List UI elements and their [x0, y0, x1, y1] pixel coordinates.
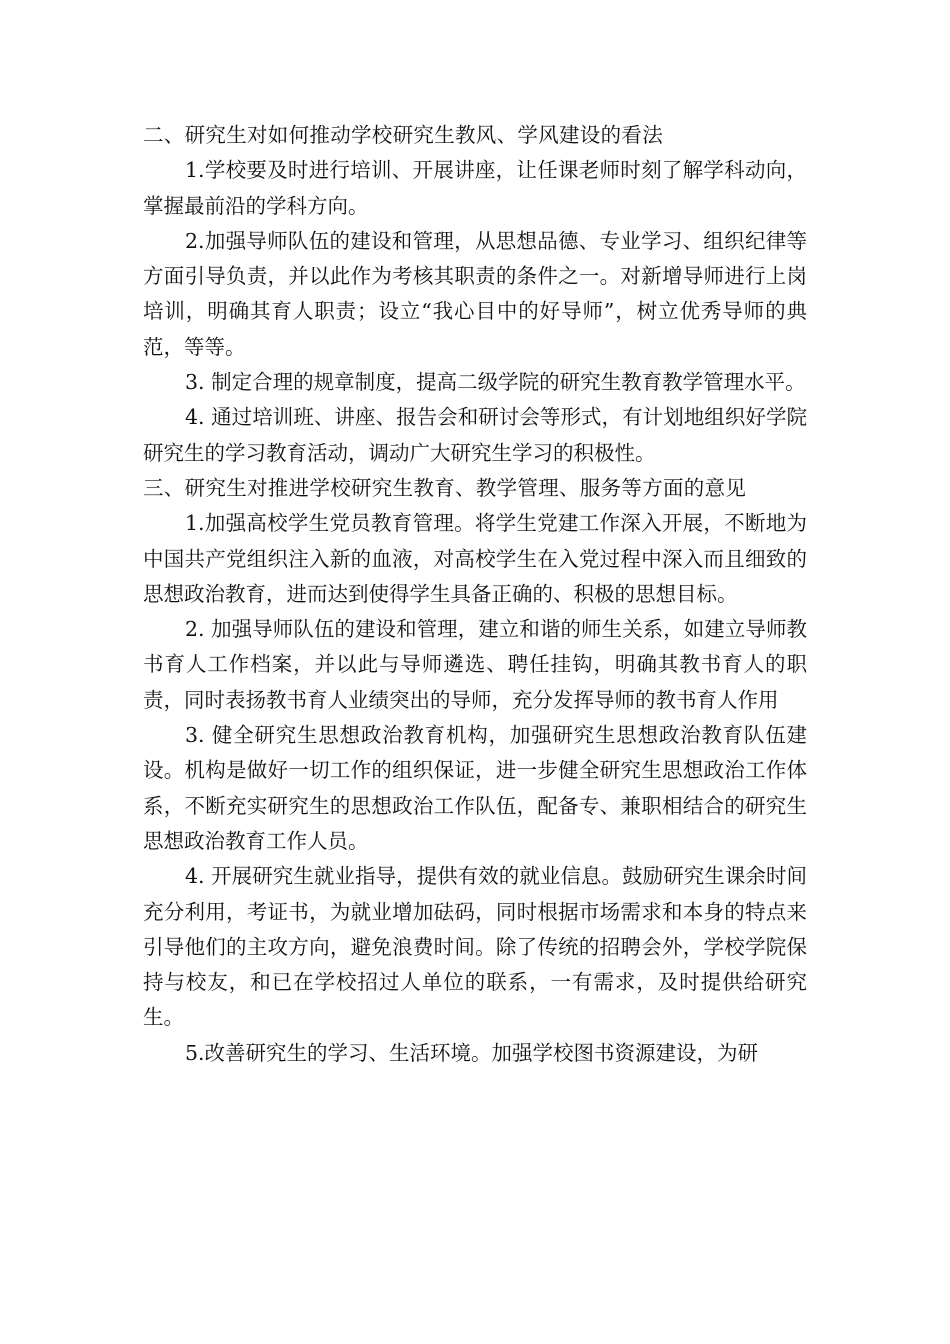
section-3-item-2: 2. 加强导师队伍的建设和管理，建立和谐的师生关系，如建立导师教书育人工作档案，并以此与导师遴选、聘任挂钩，明确其教书育人的职责，同时表扬教书育人业绩突出的导师，充分发挥导师的教书育人作用	[143, 617, 807, 712]
section-3-item-3: 3. 健全研究生思想政治教育机构，加强研究生思想政治教育队伍建设。机构是做好一切工作的组织保证，进一步健全研究生思想政治工作体系，不断充实研究生的思想政治工作队伍，配备专、兼职相结合的研究生思想政治教育工作人员。	[143, 723, 807, 853]
section-2-item-4: 4. 通过培训班、讲座、报告会和研讨会等形式，有计划地组织好学院研究生的学习教育活动，调动广大研究生学习的积极性。	[143, 405, 807, 465]
section-3-item-5: 5.改善研究生的学习、生活环境。加强学校图书资源建设，为研	[185, 1040, 759, 1065]
section-2-item-2: 2.加强导师队伍的建设和管理，从思想品德、专业学习、组织纪律等方面引导负责，并以此作为考核其职责的条件之一。对新增导师进行上岗培训，明确其育人职责；设立“我心目中的好导师”，树立优秀导师的典范，等等。	[143, 228, 807, 359]
section-3-item-1: 1.加强高校学生党员教育管理。将学生党建工作深入开展，不断地为中国共产党组织注入新的血液，对高校学生在入党过程中深入而且细致的思想政治教育，进而达到使得学生具备正确的、积极的思想目标。	[143, 511, 807, 606]
section-3-heading: 三、研究生对推进学校研究生教育、教学管理、服务等方面的意见	[143, 475, 747, 500]
document-page	[143, 118, 807, 1071]
section-3-item-4: 4. 开展研究生就业指导，提供有效的就业信息。鼓励研究生课余时间充分利用，考证书，为就业增加砝码，同时根据市场需求和本身的特点来引导他们的主攻方向，避免浪费时间。除了传统的招聘会外，学校学院保持与校友，和已在学校招过人单位的联系，一有需求，及时提供给研究生。	[143, 864, 807, 1030]
section-2-heading: 二、研究生对如何推动学校研究生教风、学风建设的看法	[143, 123, 663, 147]
section-2-item-3: 3. 制定合理的规章制度，提高二级学院的研究生教育教学管理水平。	[185, 370, 806, 395]
section-2-item-1: 1.学校要及时进行培训、开展讲座，让任课老师时刻了解学科动向，掌握最前沿的学科方向。	[143, 158, 807, 218]
